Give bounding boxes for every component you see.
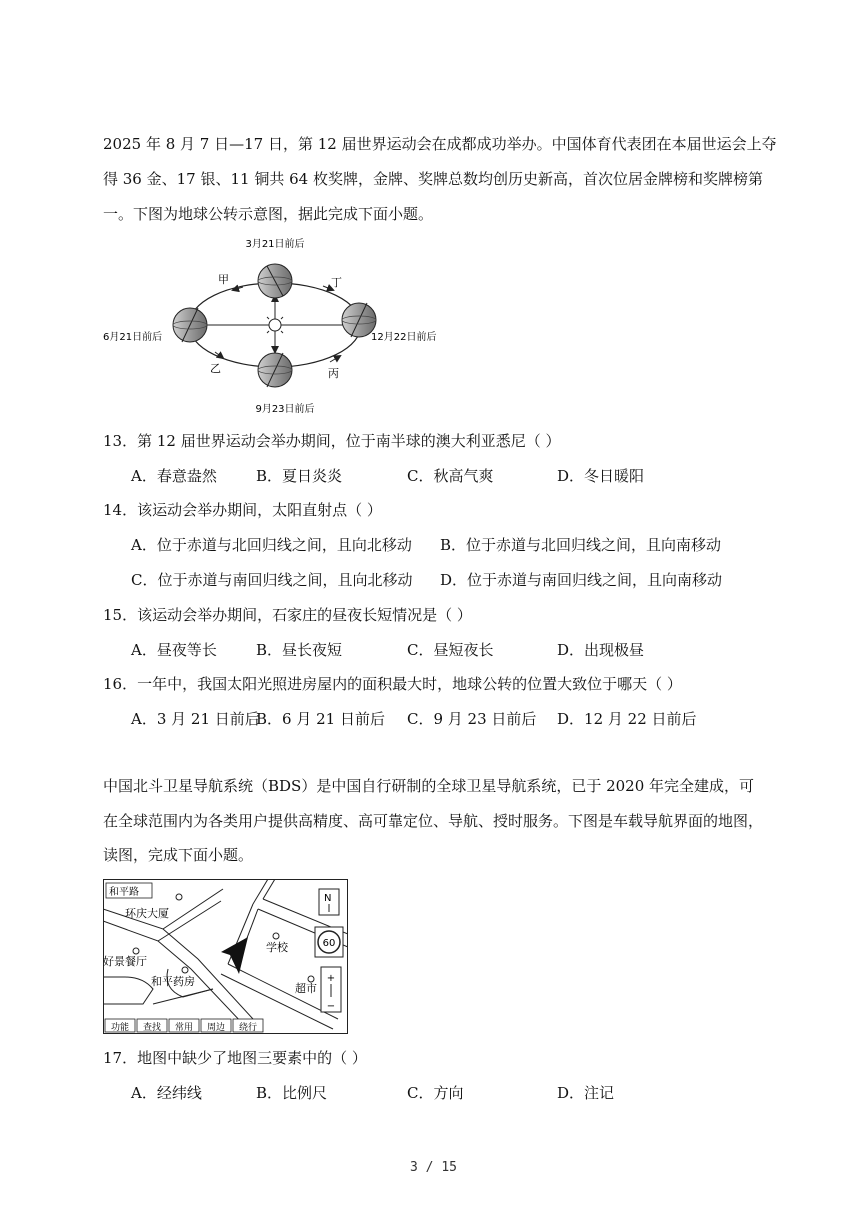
q14-option-b[interactable]: B．位于赤道与北回归线之间，且向南移动 — [440, 536, 722, 554]
place-supermarket: 超市 — [295, 982, 317, 995]
earth-september — [258, 353, 292, 387]
passage2-line-1: 中国北斗卫星导航系统（BDS）是中国自行研制的全球卫星导航系统，已于 2020 年完全建成，可 — [103, 777, 755, 795]
q15-stem: 15．该运动会举办期间，石家庄的昼夜长短情况是（ ） — [103, 606, 472, 624]
q13-option-a[interactable]: A．春意盎然 — [131, 467, 217, 485]
place-haojing: 好景餐厅 — [103, 955, 147, 968]
label-december: 12月22日前后 — [371, 332, 437, 343]
q17-option-c[interactable]: C．方向 — [407, 1084, 464, 1102]
passage1-line-1: 2025 年 8 月 7 日—17 日，第 12 届世界运动会在成都成功举办。中国体育代表团在本届世运会上夺 — [103, 135, 777, 153]
label-june: 6月21日前后 — [103, 332, 163, 343]
menu-common: 常用 — [174, 1023, 194, 1033]
menu-search: 查找 — [142, 1023, 162, 1033]
q17-option-d[interactable]: D．注记 — [557, 1084, 615, 1102]
q13-option-d[interactable]: D．冬日暖阳 — [557, 467, 645, 485]
passage2-line-3: 读图，完成下面小题。 — [103, 846, 254, 864]
menu-detour: 绕行 — [238, 1023, 258, 1033]
q16-option-c[interactable]: C．9 月 23 日前后 — [407, 710, 537, 728]
q16-stem: 16．一年中，我国太阳光照进房屋内的面积最大时，地球公转的位置大致位于哪天（ ） — [103, 675, 682, 693]
q16-option-a[interactable]: A．3 月 21 日前后 — [131, 710, 260, 728]
navigation-map — [103, 879, 348, 1034]
passage1-line-3: 一。下图为地球公转示意图，据此完成下面小题。 — [103, 205, 434, 223]
q17-option-b[interactable]: B．比例尺 — [256, 1084, 328, 1102]
svg-text:N: N — [324, 893, 332, 904]
label-september: 9月23日前后 — [255, 404, 315, 415]
mark-jia: 甲 — [218, 273, 229, 286]
road-label: 和平路 — [109, 887, 139, 898]
mark-ding: 丁 — [331, 276, 342, 289]
mark-yi: 乙 — [210, 362, 221, 375]
zoom-out-button: − — [326, 1001, 336, 1012]
q14-option-c[interactable]: C．位于赤道与南回归线之间，且向北移动 — [131, 571, 413, 589]
q14-option-d[interactable]: D．位于赤道与南回归线之间，且向南移动 — [440, 571, 723, 589]
q15-option-b[interactable]: B．昼长夜短 — [256, 641, 343, 659]
zoom-in-button: + — [326, 973, 336, 984]
q16-option-d[interactable]: D．12 月 22 日前后 — [557, 710, 697, 728]
passage1-line-2: 得 36 金、17 银、11 铜共 64 枚奖牌，金牌、奖牌总数均创历史新高，首次位居金牌榜和奖牌榜第 — [103, 170, 763, 188]
q15-option-c[interactable]: C．昼短夜长 — [407, 641, 494, 659]
place-school: 学校 — [266, 941, 288, 954]
earth-march — [258, 264, 292, 298]
place-huanqing: 环庆大厦 — [125, 907, 169, 920]
mark-bing: 丙 — [328, 367, 339, 380]
nav-menu-bar — [105, 1019, 263, 1033]
svg-text:60: 60 — [322, 938, 336, 949]
passage2-line-2: 在全球范围内为各类用户提供高精度、高可靠定位、导航、授时服务。下图是车载导航界面的地图， — [103, 812, 764, 830]
earth-orbit-diagram — [95, 232, 455, 422]
q14-stem: 14．该运动会举办期间，太阳直射点（ ） — [103, 501, 382, 519]
q13-option-c[interactable]: C．秋高气爽 — [407, 467, 494, 485]
page-number: 3 / 15 — [410, 1160, 457, 1175]
q14-option-a[interactable]: A．位于赤道与北回归线之间，且向北移动 — [131, 536, 412, 554]
q17-stem: 17．地图中缺少了地图三要素中的（ ） — [103, 1049, 367, 1067]
earth-june — [173, 308, 207, 342]
q16-option-b[interactable]: B．6 月 21 日前后 — [256, 710, 385, 728]
q13-stem: 13．第 12 届世界运动会举办期间，位于南半球的澳大利亚悉尼（ ） — [103, 432, 561, 450]
q13-option-b[interactable]: B．夏日炎炎 — [256, 467, 343, 485]
label-march: 3月21日前后 — [245, 239, 305, 250]
q15-option-d[interactable]: D．出现极昼 — [557, 641, 645, 659]
q17-option-a[interactable]: A．经纬线 — [131, 1084, 202, 1102]
menu-function: 功能 — [110, 1023, 130, 1033]
q15-option-a[interactable]: A．昼夜等长 — [131, 641, 217, 659]
place-heping: 和平药房 — [151, 975, 195, 988]
menu-nearby: 周边 — [206, 1023, 226, 1033]
